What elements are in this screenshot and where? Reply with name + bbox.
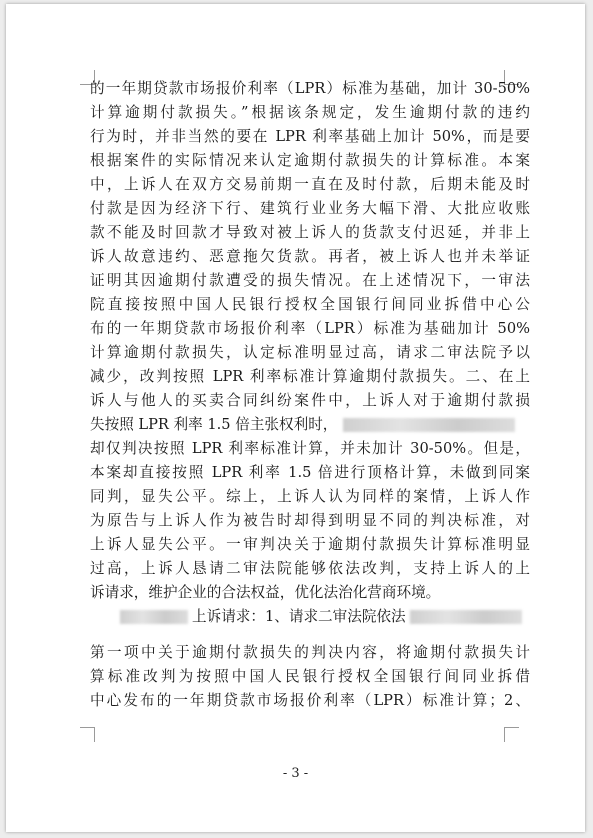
text-line: 证明其因逾期付款遭受的损失情况。在上述情况下，一审法	[90, 272, 530, 289]
redaction-blur	[120, 610, 188, 624]
text-line: 算标准改判为按照中国人民银行授权全国银行间同业拆借	[90, 668, 530, 685]
text-line: 诉请求，维护企业的合法权益，优化法治化营商环境。	[90, 584, 441, 601]
text-line: 院直接按照中国人民银行授权全国银行间同业拆借中心公	[90, 296, 530, 313]
text-line: 第一项中关于逾期付款损失的判决内容，将逾期付款损失计	[90, 644, 530, 661]
text-line: 诉人故意违约、恶意拖欠货款。再者，被上诉人也并未举证	[90, 248, 530, 265]
document-page	[6, 4, 585, 832]
text-line: 为原告与上诉人作为被告时却得到明显不同的判决标准，对	[90, 512, 530, 529]
text-line: 付款是因为经济下行、建筑行业业务大幅下滑、大批应收账	[90, 200, 530, 217]
text-line: 中心发布的一年期贷款市场报价利率（LPR）标准计算；2、	[90, 692, 530, 709]
text-line: 减少，改判按照 LPR 利率标准计算逾期付款损失。二、在上	[90, 368, 530, 385]
text-line: 计算逾期付款损失，认定标准明显过高，请求二审法院予以	[90, 344, 530, 361]
text-line: 计算逾期付款损失。”根据该条规定，发生逾期付款的违约	[90, 104, 530, 121]
redaction-blur	[343, 418, 515, 432]
text-line-redacted	[90, 413, 530, 437]
text-line: 根据案件的实际情况来认定逾期付款损失的计算标准。本案	[90, 152, 530, 169]
body-text	[90, 77, 530, 713]
text-line: 上诉人显失公平。一审判决关于逾期付款损失计算标准明显	[90, 536, 530, 553]
text-line: 却仅判决按照 LPR 利率标准计算，并未加计 30-50%。但是，	[90, 440, 530, 457]
text-line-content: 失按照 LPR 利率 1.5 倍主张权利时，	[90, 416, 338, 433]
text-line: 中，上诉人在双方交易前期一直在及时付款，后期未能及时	[90, 176, 530, 193]
text-line: 过高，上诉人恳请二审法院能够依法改判，支持上诉人的上	[90, 560, 530, 577]
text-line: 款不能及时回款才导致对被上诉人的货款支付迟延，并非上	[90, 224, 530, 241]
redaction-blur	[410, 610, 522, 624]
text-line: 的一年期贷款市场报价利率（LPR）标准为基础，加计 30-50%	[90, 80, 530, 97]
text-line: 布的一年期贷款市场报价利率（LPR）标准为基础加计 50%	[90, 320, 530, 337]
text-line: 本案却直接按照 LPR 利率 1.5 倍进行顶格计算，未做到同案	[90, 464, 530, 481]
text-line-content: 上诉请求：1、请求二审法院依法	[192, 608, 406, 625]
text-line: 行为时，并非当然的要在 LPR 利率基础上加计 50%，而是要	[90, 128, 530, 145]
line-gap	[90, 629, 530, 641]
crop-mark-bottom-left	[80, 727, 95, 742]
text-line-redacted	[90, 605, 530, 629]
page-number: - 3 -	[282, 766, 309, 781]
text-line: 同判，显失公平。综上，上诉人认为同样的案情，上诉人作	[90, 488, 530, 505]
text-line: 诉人与他人的买卖合同纠纷案件中，上诉人对于逾期付款损	[90, 392, 530, 409]
crop-mark-bottom-right	[504, 727, 519, 742]
